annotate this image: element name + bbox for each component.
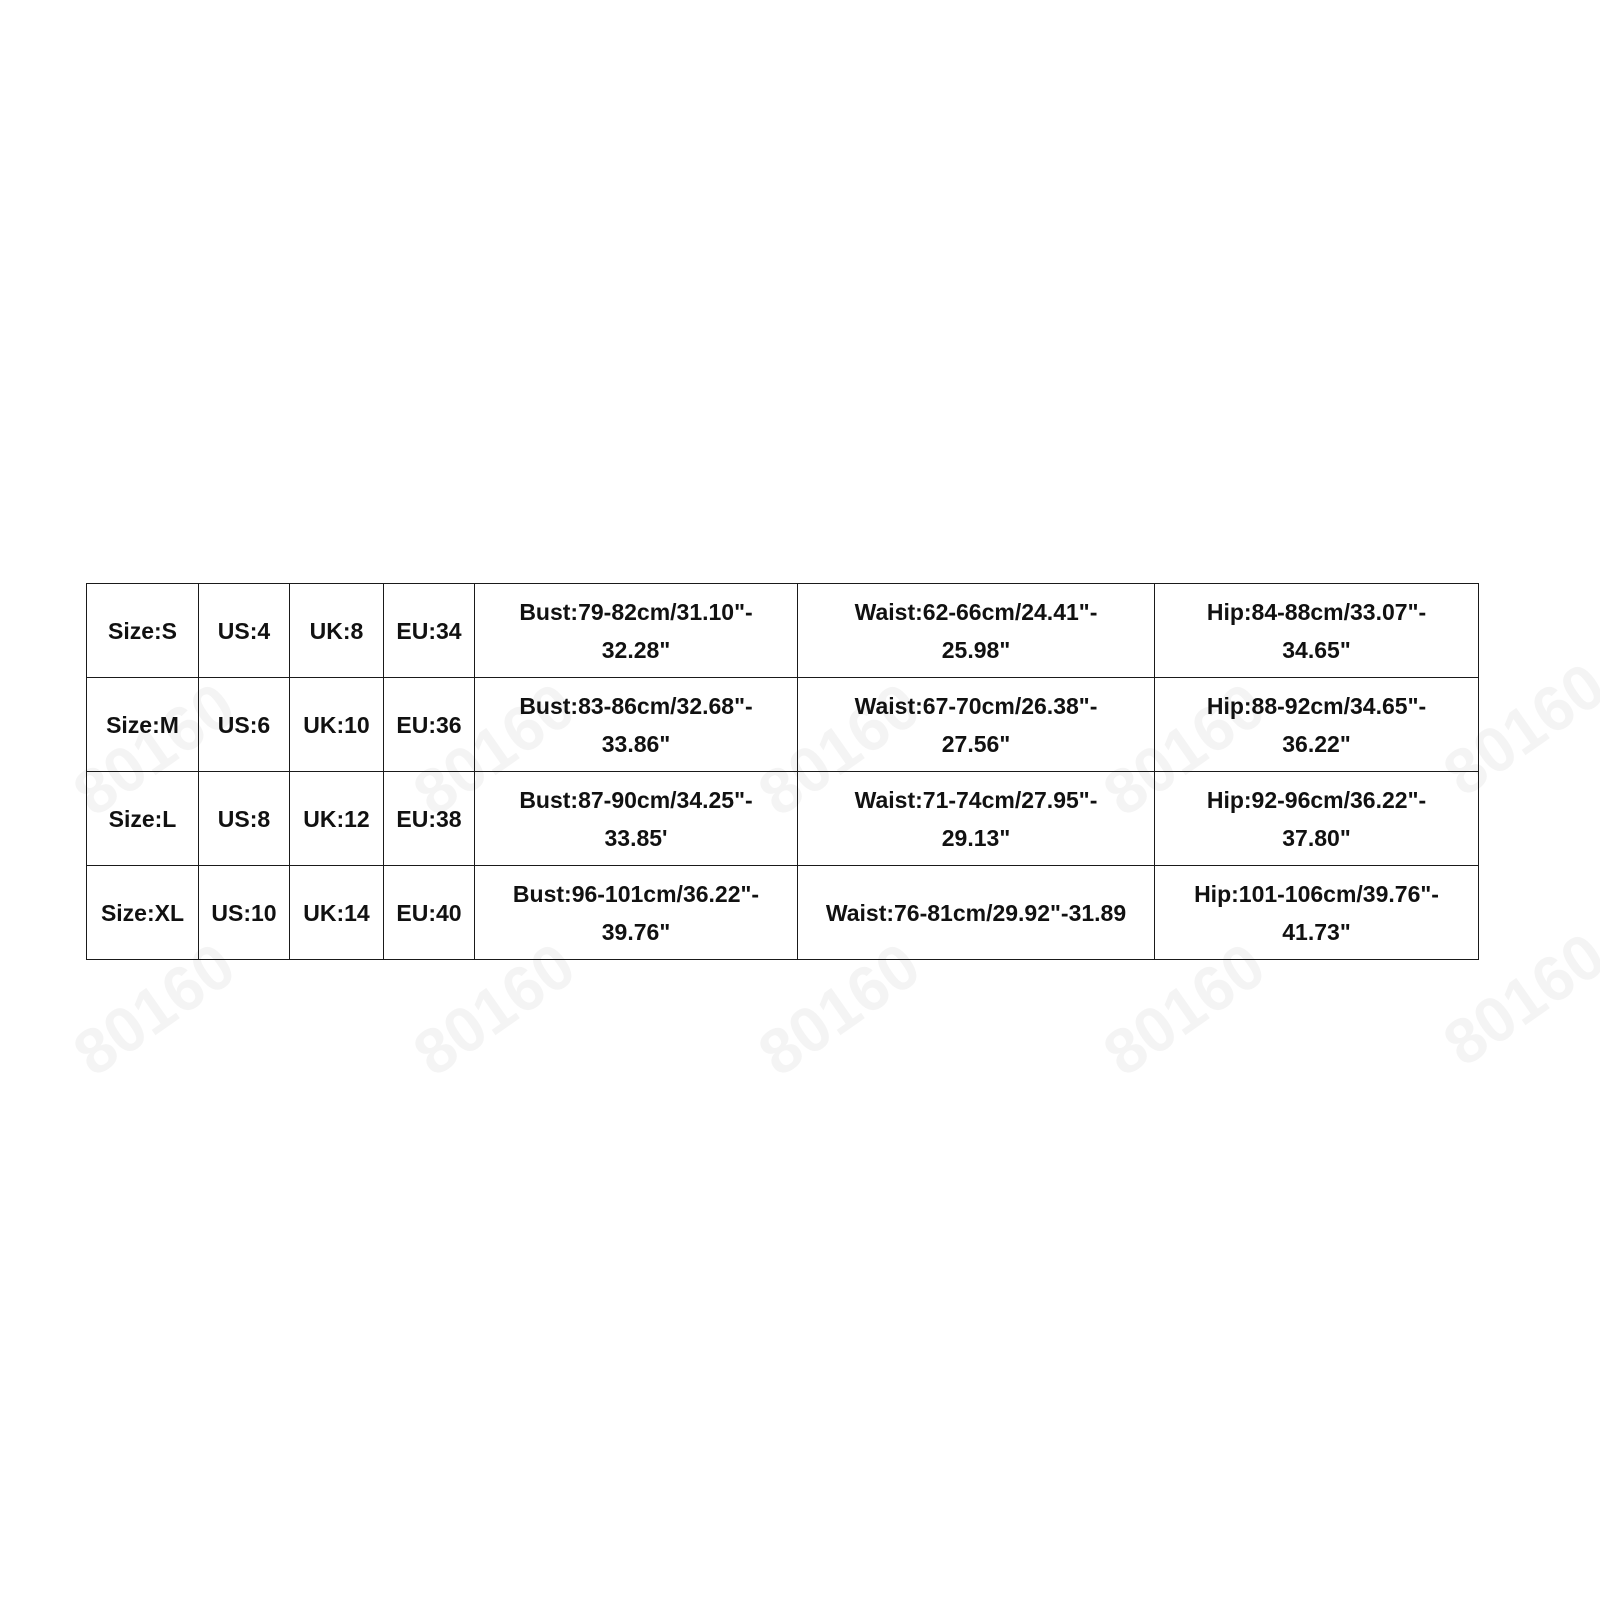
hip-cell <box>1155 772 1479 866</box>
waist-cell <box>798 584 1155 678</box>
table-row <box>87 772 1479 866</box>
waist-line-2: 25.98" <box>941 636 1011 663</box>
waist-line-1: Waist:62-66cm/24.41"- <box>854 598 1098 625</box>
waist-line-1: Waist:76-81cm/29.92"-31.89 <box>825 899 1127 926</box>
uk-size-cell: UK:14 <box>290 866 384 960</box>
bust-line-1: Bust:79-82cm/31.10"- <box>519 598 753 625</box>
bust-line-1: Bust:96-101cm/36.22"- <box>512 880 760 907</box>
us-size-cell: US:10 <box>199 866 290 960</box>
eu-size-cell: EU:40 <box>384 866 475 960</box>
waist-cell <box>798 866 1155 960</box>
bust-cell <box>475 584 798 678</box>
bust-line-1: Bust:87-90cm/34.25"- <box>519 786 753 813</box>
bust-cell <box>475 678 798 772</box>
hip-line-1: Hip:92-96cm/36.22"- <box>1206 786 1427 813</box>
size-cell: Size:XL <box>87 866 199 960</box>
hip-cell <box>1155 866 1479 960</box>
hip-line-2: 34.65" <box>1282 636 1351 663</box>
bust-line-2: 33.85' <box>604 824 668 851</box>
bust-line-2: 33.86" <box>601 730 671 757</box>
bust-cell <box>475 866 798 960</box>
waist-line-2: 27.56" <box>941 730 1011 757</box>
uk-size-cell: UK:8 <box>290 584 384 678</box>
bust-line-1: Bust:83-86cm/32.68"- <box>519 692 753 719</box>
uk-size-cell: UK:12 <box>290 772 384 866</box>
hip-cell <box>1155 584 1479 678</box>
us-size-cell: US:6 <box>199 678 290 772</box>
hip-line-2: 36.22" <box>1282 730 1351 757</box>
us-size-cell: US:8 <box>199 772 290 866</box>
waist-line-1: Waist:67-70cm/26.38"- <box>854 692 1098 719</box>
bust-line-2: 32.28" <box>601 636 671 663</box>
table-row <box>87 584 1479 678</box>
hip-line-2: 37.80" <box>1282 824 1351 851</box>
eu-size-cell: EU:34 <box>384 584 475 678</box>
eu-size-cell: EU:38 <box>384 772 475 866</box>
hip-line-2: 41.73" <box>1282 918 1351 945</box>
bust-cell <box>475 772 798 866</box>
uk-size-cell: UK:10 <box>290 678 384 772</box>
hip-line-1: Hip:101-106cm/39.76"- <box>1194 880 1439 907</box>
size-cell: Size:M <box>87 678 199 772</box>
size-cell: Size:L <box>87 772 199 866</box>
size-cell: Size:S <box>87 584 199 678</box>
waist-line-1: Waist:71-74cm/27.95"- <box>854 786 1098 813</box>
table-row <box>87 866 1479 960</box>
size-chart-table <box>86 583 1479 960</box>
us-size-cell: US:4 <box>199 584 290 678</box>
hip-line-1: Hip:88-92cm/34.65"- <box>1206 692 1427 719</box>
waist-cell <box>798 772 1155 866</box>
bust-line-2: 39.76" <box>601 918 671 945</box>
table-row <box>87 678 1479 772</box>
waist-line-2: 29.13" <box>941 824 1011 851</box>
hip-cell <box>1155 678 1479 772</box>
waist-cell <box>798 678 1155 772</box>
hip-line-1: Hip:84-88cm/33.07"- <box>1206 598 1427 625</box>
eu-size-cell: EU:36 <box>384 678 475 772</box>
